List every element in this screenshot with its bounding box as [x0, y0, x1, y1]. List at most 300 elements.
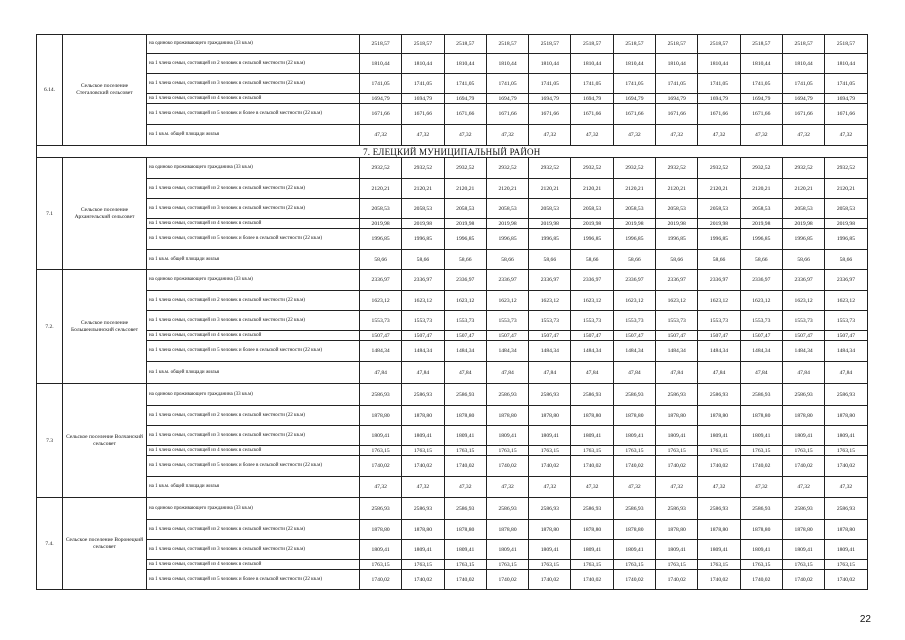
value-cell: 1741,05 [444, 74, 486, 94]
norm-description: на 1 члена семьи, состоящей из 2 человек в сельской местности (22 кв.м) [147, 406, 360, 426]
value-cell: 1694,79 [698, 94, 740, 104]
table-row [37, 250, 868, 270]
value-cell: 47,32 [571, 125, 613, 146]
value-cell: 1553,73 [825, 311, 867, 331]
value-cell: 2120,21 [486, 179, 528, 199]
value-cell: 47,32 [571, 477, 613, 498]
norm-description: на одиноко проживающего гражданина (33 кв.м) [147, 384, 360, 406]
value-cell: 1810,44 [571, 54, 613, 74]
value-cell: 1763,15 [613, 560, 655, 570]
value-cell: 1694,79 [656, 94, 698, 104]
value-cell: 2586,93 [571, 498, 613, 520]
value-cell: 1763,15 [486, 446, 528, 456]
value-cell: 1740,02 [360, 456, 402, 477]
value-cell: 1740,02 [825, 570, 867, 590]
value-cell: 1809,41 [360, 426, 402, 446]
norm-description: на 1 члена семьи, состоящей из 3 человек в сельской местности (22 кв.м) [147, 74, 360, 94]
value-cell: 1740,02 [571, 570, 613, 590]
value-cell: 1694,79 [529, 94, 571, 104]
value-cell: 1809,41 [656, 540, 698, 560]
value-cell: 1996,85 [740, 229, 782, 250]
norm-description: на 1 кв.м. общей площади жилья [147, 125, 360, 146]
value-cell: 1623,12 [782, 291, 824, 311]
table-row [37, 158, 868, 179]
table-row [37, 456, 868, 477]
value-cell: 1553,73 [360, 311, 402, 331]
norm-description: на 1 члена семьи, состоящей из 5 человек и более в сельской местности (22 кв.м) [147, 570, 360, 590]
value-cell: 1996,85 [486, 229, 528, 250]
table-row [37, 540, 868, 560]
value-cell: 1623,12 [698, 291, 740, 311]
value-cell: 1740,02 [698, 570, 740, 590]
value-cell: 1763,15 [402, 560, 444, 570]
value-cell: 1878,80 [698, 406, 740, 426]
value-cell: 1763,15 [360, 446, 402, 456]
table-row [37, 291, 868, 311]
value-cell: 1740,02 [486, 570, 528, 590]
value-cell: 1740,02 [444, 456, 486, 477]
value-cell: 2518,57 [740, 35, 782, 54]
value-cell: 1878,80 [782, 520, 824, 540]
value-cell: 2336,97 [571, 270, 613, 291]
value-cell: 1878,80 [782, 406, 824, 426]
value-cell: 2518,57 [613, 35, 655, 54]
value-cell: 47,32 [825, 477, 867, 498]
norm-description: на 1 члена семьи, состоящей из 4 человек в сельской [147, 94, 360, 104]
table-row [37, 406, 868, 426]
value-cell: 1553,73 [571, 311, 613, 331]
value-cell: 47,84 [656, 362, 698, 384]
value-cell: 2058,53 [782, 199, 824, 219]
table-row [37, 331, 868, 341]
norm-description: на 1 члена семьи, состоящей из 4 человек в сельской [147, 446, 360, 456]
value-cell: 2058,53 [571, 199, 613, 219]
value-cell: 1623,12 [529, 291, 571, 311]
value-cell: 1484,34 [825, 341, 867, 362]
value-cell: 1996,85 [782, 229, 824, 250]
value-cell: 2518,57 [782, 35, 824, 54]
norm-description: на одиноко проживающего гражданина (33 кв.м) [147, 498, 360, 520]
value-cell: 58,66 [740, 250, 782, 270]
norm-description: на 1 члена семьи, состоящей из 2 человек в сельской местности (22 кв.м) [147, 54, 360, 74]
value-cell: 1740,02 [529, 570, 571, 590]
value-cell: 1507,47 [698, 331, 740, 341]
value-cell: 2932,52 [656, 158, 698, 179]
settlement-number: 7.4. [37, 498, 63, 590]
value-cell: 1623,12 [360, 291, 402, 311]
table-row [37, 35, 868, 54]
value-cell: 2019,98 [782, 219, 824, 229]
value-cell: 2120,21 [613, 179, 655, 199]
table-row [37, 446, 868, 456]
value-cell: 2120,21 [656, 179, 698, 199]
value-cell: 2586,93 [656, 384, 698, 406]
value-cell: 2120,21 [698, 179, 740, 199]
value-cell: 47,32 [402, 125, 444, 146]
value-cell: 1809,41 [782, 426, 824, 446]
value-cell: 2336,97 [782, 270, 824, 291]
value-cell: 1810,44 [529, 54, 571, 74]
value-cell: 1623,12 [656, 291, 698, 311]
value-cell: 1878,80 [402, 520, 444, 540]
value-cell: 1996,85 [656, 229, 698, 250]
value-cell: 1740,02 [782, 570, 824, 590]
value-cell: 1763,15 [740, 560, 782, 570]
value-cell: 1878,80 [529, 406, 571, 426]
value-cell: 2518,57 [529, 35, 571, 54]
value-cell: 1671,66 [360, 104, 402, 125]
table-row [37, 498, 868, 520]
value-cell: 1507,47 [444, 331, 486, 341]
value-cell: 1671,66 [782, 104, 824, 125]
value-cell: 1741,05 [402, 74, 444, 94]
value-cell: 1996,85 [698, 229, 740, 250]
value-cell: 58,66 [360, 250, 402, 270]
value-cell: 1878,80 [486, 406, 528, 426]
value-cell: 1878,80 [444, 406, 486, 426]
norm-description: на одиноко проживающего гражданина (33 кв.м) [147, 270, 360, 291]
value-cell: 1878,80 [656, 520, 698, 540]
value-cell: 1878,80 [486, 520, 528, 540]
value-cell: 1741,05 [656, 74, 698, 94]
norm-description: на одиноко проживающего гражданина (33 кв.м) [147, 158, 360, 179]
value-cell: 1623,12 [825, 291, 867, 311]
value-cell: 47,84 [529, 362, 571, 384]
value-cell: 58,66 [782, 250, 824, 270]
value-cell: 1671,66 [698, 104, 740, 125]
settlement-name: Сельское поселение Архангельский сельсовет [63, 158, 147, 270]
value-cell: 47,32 [656, 125, 698, 146]
value-cell: 47,32 [698, 477, 740, 498]
value-cell: 2518,57 [656, 35, 698, 54]
value-cell: 1507,47 [529, 331, 571, 341]
value-cell: 1763,15 [360, 560, 402, 570]
value-cell: 47,32 [825, 125, 867, 146]
value-cell: 1809,41 [613, 540, 655, 560]
value-cell: 2518,57 [360, 35, 402, 54]
value-cell: 1763,15 [571, 560, 613, 570]
value-cell: 1741,05 [825, 74, 867, 94]
norm-description: на 1 члена семьи, состоящей из 5 человек и более в сельской местности (22 кв.м) [147, 456, 360, 477]
section-header-row [37, 146, 868, 158]
value-cell: 1763,15 [782, 560, 824, 570]
norm-description: на одиноко проживающего гражданина (33 кв.м) [147, 35, 360, 54]
norm-description: на 1 члена семьи, состоящей из 3 человек в сельской местности (22 кв.м) [147, 199, 360, 219]
value-cell: 1740,02 [740, 456, 782, 477]
value-cell: 47,84 [360, 362, 402, 384]
value-cell: 1740,02 [656, 570, 698, 590]
value-cell: 1763,15 [444, 446, 486, 456]
value-cell: 58,66 [698, 250, 740, 270]
value-cell: 1507,47 [740, 331, 782, 341]
value-cell: 47,32 [740, 125, 782, 146]
value-cell: 2586,93 [444, 384, 486, 406]
value-cell: 1763,15 [402, 446, 444, 456]
value-cell: 1484,34 [782, 341, 824, 362]
value-cell: 1694,79 [825, 94, 867, 104]
value-cell: 1484,34 [444, 341, 486, 362]
norm-description: на 1 члена семьи, состоящей из 4 человек в сельской [147, 219, 360, 229]
value-cell: 1763,15 [529, 446, 571, 456]
value-cell: 1996,85 [444, 229, 486, 250]
table-row [37, 560, 868, 570]
table-row [37, 179, 868, 199]
value-cell: 47,84 [613, 362, 655, 384]
table-row [37, 125, 868, 146]
value-cell: 1763,15 [486, 560, 528, 570]
norm-description: на 1 члена семьи, состоящей из 3 человек в сельской местности (22 кв.м) [147, 426, 360, 446]
value-cell: 47,32 [782, 125, 824, 146]
value-cell: 2058,53 [529, 199, 571, 219]
value-cell: 2336,97 [402, 270, 444, 291]
value-cell: 2518,57 [486, 35, 528, 54]
value-cell: 2518,57 [825, 35, 867, 54]
value-cell: 1763,15 [698, 560, 740, 570]
value-cell: 2932,52 [402, 158, 444, 179]
value-cell: 2120,21 [529, 179, 571, 199]
value-cell: 1623,12 [402, 291, 444, 311]
value-cell: 47,32 [444, 125, 486, 146]
value-cell: 1878,80 [740, 406, 782, 426]
value-cell: 47,32 [529, 125, 571, 146]
value-cell: 2586,93 [486, 384, 528, 406]
value-cell: 2019,98 [486, 219, 528, 229]
value-cell: 1741,05 [486, 74, 528, 94]
value-cell: 1507,47 [571, 331, 613, 341]
value-cell: 2932,52 [740, 158, 782, 179]
value-cell: 1740,02 [825, 456, 867, 477]
value-cell: 1763,15 [698, 446, 740, 456]
value-cell: 58,66 [613, 250, 655, 270]
value-cell: 2586,93 [402, 498, 444, 520]
value-cell: 1878,80 [444, 520, 486, 540]
table-row [37, 94, 868, 104]
norm-description: на 1 члена семьи, состоящей из 2 человек в сельской местности (22 кв.м) [147, 520, 360, 540]
value-cell: 1553,73 [402, 311, 444, 331]
table-row [37, 426, 868, 446]
value-cell: 1878,80 [825, 520, 867, 540]
settlement-number: 6.14. [37, 35, 63, 146]
value-cell: 1809,41 [698, 426, 740, 446]
value-cell: 47,32 [698, 125, 740, 146]
norm-description: на 1 члена семьи, состоящей из 2 человек в сельской местности (22 кв.м) [147, 179, 360, 199]
value-cell: 2586,93 [825, 384, 867, 406]
value-cell: 47,32 [740, 477, 782, 498]
document-page [36, 34, 868, 590]
value-cell: 1741,05 [613, 74, 655, 94]
value-cell: 1810,44 [656, 54, 698, 74]
table-row [37, 74, 868, 94]
value-cell: 1878,80 [360, 520, 402, 540]
value-cell: 1763,15 [444, 560, 486, 570]
value-cell: 1809,41 [529, 426, 571, 446]
value-cell: 2120,21 [782, 179, 824, 199]
value-cell: 2586,93 [529, 384, 571, 406]
value-cell: 47,84 [486, 362, 528, 384]
norm-description: на 1 члена семьи, состоящей из 3 человек в сельской местности (22 кв.м) [147, 311, 360, 331]
value-cell: 2336,97 [360, 270, 402, 291]
value-cell: 58,66 [486, 250, 528, 270]
value-cell: 2586,93 [360, 498, 402, 520]
value-cell: 2019,98 [444, 219, 486, 229]
value-cell: 2120,21 [402, 179, 444, 199]
value-cell: 1810,44 [486, 54, 528, 74]
value-cell: 1763,15 [613, 446, 655, 456]
value-cell: 2019,98 [571, 219, 613, 229]
value-cell: 2019,98 [698, 219, 740, 229]
value-cell: 2586,93 [529, 498, 571, 520]
value-cell: 1996,85 [613, 229, 655, 250]
value-cell: 2586,93 [740, 498, 782, 520]
value-cell: 47,84 [571, 362, 613, 384]
value-cell: 1810,44 [444, 54, 486, 74]
value-cell: 2932,52 [782, 158, 824, 179]
value-cell: 2518,57 [571, 35, 613, 54]
value-cell: 1809,41 [402, 540, 444, 560]
value-cell: 1623,12 [613, 291, 655, 311]
value-cell: 1694,79 [444, 94, 486, 104]
table-row [37, 477, 868, 498]
settlement-number: 7.2. [37, 270, 63, 384]
value-cell: 2058,53 [444, 199, 486, 219]
value-cell: 1878,80 [613, 406, 655, 426]
value-cell: 1740,02 [402, 570, 444, 590]
value-cell: 2586,93 [740, 384, 782, 406]
section-title: 7. ЕЛЕЦКИЙ МУНИЦИПАЛЬНЫЙ РАЙОН [37, 146, 868, 158]
value-cell: 2058,53 [486, 199, 528, 219]
value-cell: 1553,73 [529, 311, 571, 331]
value-cell: 47,32 [656, 477, 698, 498]
value-cell: 1694,79 [486, 94, 528, 104]
value-cell: 1809,41 [529, 540, 571, 560]
value-cell: 2336,97 [698, 270, 740, 291]
value-cell: 1507,47 [825, 331, 867, 341]
value-cell: 1809,41 [402, 426, 444, 446]
value-cell: 2058,53 [656, 199, 698, 219]
value-cell: 2019,98 [529, 219, 571, 229]
value-cell: 1553,73 [782, 311, 824, 331]
value-cell: 1553,73 [613, 311, 655, 331]
value-cell: 47,32 [529, 477, 571, 498]
value-cell: 1763,15 [825, 446, 867, 456]
value-cell: 2019,98 [402, 219, 444, 229]
value-cell: 47,32 [486, 125, 528, 146]
table-row [37, 362, 868, 384]
value-cell: 1878,80 [656, 406, 698, 426]
value-cell: 1740,02 [529, 456, 571, 477]
value-cell: 1484,34 [656, 341, 698, 362]
value-cell: 1740,02 [782, 456, 824, 477]
norm-description: на 1 кв.м. общей площади жилья [147, 250, 360, 270]
value-cell: 47,84 [402, 362, 444, 384]
value-cell: 1484,34 [698, 341, 740, 362]
value-cell: 2518,57 [402, 35, 444, 54]
value-cell: 1623,12 [444, 291, 486, 311]
value-cell: 2336,97 [825, 270, 867, 291]
value-cell: 2120,21 [571, 179, 613, 199]
value-cell: 1623,12 [740, 291, 782, 311]
value-cell: 1809,41 [825, 540, 867, 560]
value-cell: 1996,85 [825, 229, 867, 250]
norm-description: на 1 члена семьи, состоящей из 4 человек в сельской [147, 331, 360, 341]
value-cell: 1671,66 [529, 104, 571, 125]
value-cell: 1484,34 [529, 341, 571, 362]
value-cell: 1623,12 [486, 291, 528, 311]
settlement-name: Сельское поселение Большеильинский сельсовет [63, 270, 147, 384]
value-cell: 1507,47 [613, 331, 655, 341]
value-cell: 1553,73 [656, 311, 698, 331]
value-cell: 47,84 [698, 362, 740, 384]
value-cell: 1694,79 [571, 94, 613, 104]
norm-description: на 1 члена семьи, состоящей из 4 человек в сельской [147, 560, 360, 570]
value-cell: 2932,52 [529, 158, 571, 179]
value-cell: 47,84 [444, 362, 486, 384]
value-cell: 1763,15 [740, 446, 782, 456]
table-row [37, 311, 868, 331]
value-cell: 1996,85 [402, 229, 444, 250]
value-cell: 1810,44 [825, 54, 867, 74]
value-cell: 2058,53 [402, 199, 444, 219]
table-row [37, 199, 868, 219]
value-cell: 1507,47 [486, 331, 528, 341]
table-row [37, 104, 868, 125]
table-row [37, 270, 868, 291]
table-row [37, 219, 868, 229]
value-cell: 1809,41 [698, 540, 740, 560]
value-cell: 2586,93 [571, 384, 613, 406]
value-cell: 1809,41 [613, 426, 655, 446]
value-cell: 2019,98 [613, 219, 655, 229]
value-cell: 1484,34 [613, 341, 655, 362]
value-cell: 47,32 [444, 477, 486, 498]
norm-description: на 1 члена семьи, состоящей из 3 человек в сельской местности (22 кв.м) [147, 540, 360, 560]
value-cell: 1810,44 [360, 54, 402, 74]
value-cell: 1763,15 [782, 446, 824, 456]
value-cell: 1671,66 [656, 104, 698, 125]
value-cell: 58,66 [825, 250, 867, 270]
value-cell: 2586,93 [613, 384, 655, 406]
value-cell: 1809,41 [444, 540, 486, 560]
value-cell: 1878,80 [740, 520, 782, 540]
value-cell: 1763,15 [656, 560, 698, 570]
value-cell: 2932,52 [360, 158, 402, 179]
value-cell: 1740,02 [444, 570, 486, 590]
value-cell: 1809,41 [740, 540, 782, 560]
value-cell: 1810,44 [402, 54, 444, 74]
value-cell: 58,66 [656, 250, 698, 270]
table-row [37, 229, 868, 250]
value-cell: 1996,85 [571, 229, 613, 250]
table-row [37, 384, 868, 406]
value-cell: 2586,93 [825, 498, 867, 520]
value-cell: 1809,41 [825, 426, 867, 446]
value-cell: 2518,57 [444, 35, 486, 54]
table-row [37, 570, 868, 590]
value-cell: 2019,98 [740, 219, 782, 229]
value-cell: 1553,73 [740, 311, 782, 331]
value-cell: 1741,05 [360, 74, 402, 94]
value-cell: 2932,52 [486, 158, 528, 179]
value-cell: 1623,12 [571, 291, 613, 311]
value-cell: 2336,97 [444, 270, 486, 291]
value-cell: 2058,53 [360, 199, 402, 219]
value-cell: 2120,21 [740, 179, 782, 199]
norm-description: на 1 члена семьи, состоящей из 5 человек и более в сельской местности (22 кв.м) [147, 341, 360, 362]
value-cell: 1741,05 [740, 74, 782, 94]
norm-description: на 1 кв.м. общей площади жилья [147, 477, 360, 498]
value-cell: 1740,02 [613, 570, 655, 590]
value-cell: 1553,73 [698, 311, 740, 331]
